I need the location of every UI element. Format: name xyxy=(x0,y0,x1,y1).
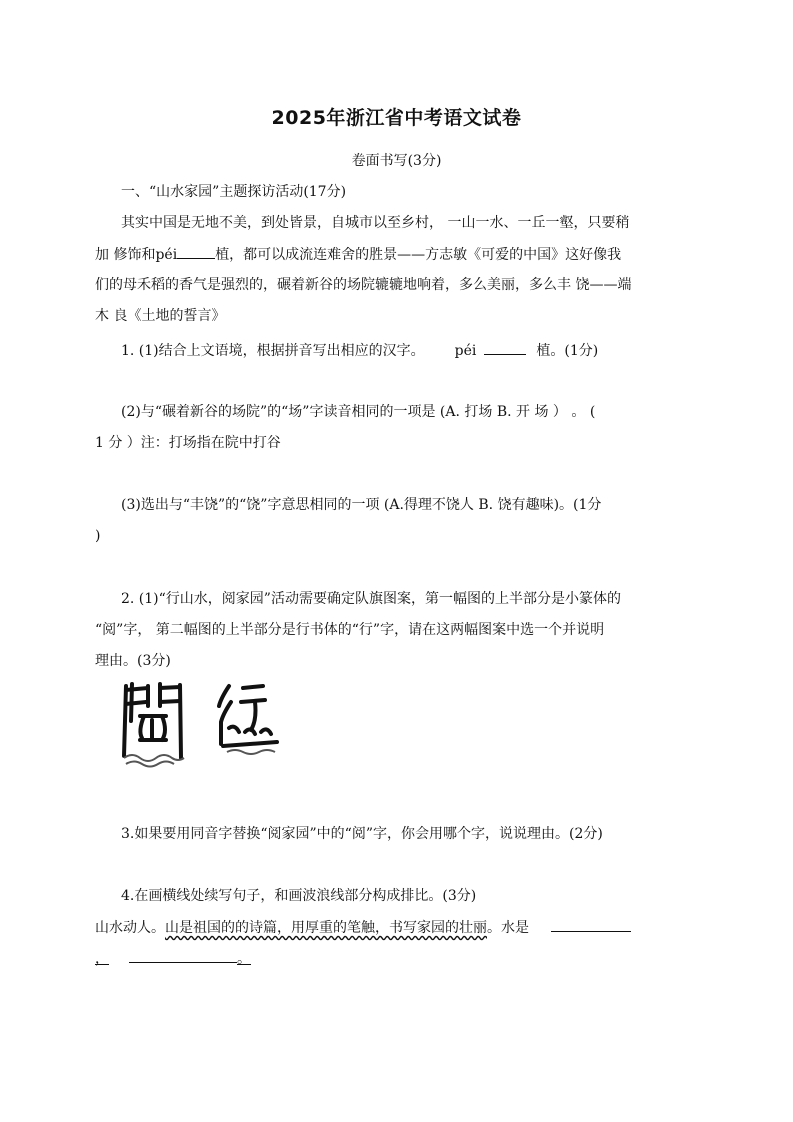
section-heading: 一、“山水家园”主题探访活动(17分) xyxy=(121,184,347,200)
seal-script-yue-glyph xyxy=(118,676,188,771)
q2-line3: 理由。(3分) xyxy=(95,653,171,669)
q1-part2-line2: 1 分 ）注：打场指在院中打谷 xyxy=(95,435,281,451)
q4-line2 xyxy=(95,917,710,938)
q1-part2-line1: (2)与“碾着新谷的场院”的“场”字读音相同的一项是 (A. 打场 B. 开 场 ） 。 ( xyxy=(121,404,596,420)
q1-part3-line2: ) xyxy=(95,528,101,544)
q4-answer-blank-1[interactable] xyxy=(551,917,631,932)
handwriting-score: 卷面书写(3分) xyxy=(351,153,442,169)
q4-intro: 山水动人。 xyxy=(95,920,165,936)
q4-comma: ， xyxy=(95,951,109,967)
q2-line2: “阅”字， 第二幅图的上半部分是行书体的“行”字，请在这两幅图案中选一个并说明 xyxy=(95,622,605,638)
q1-part1 xyxy=(121,340,711,361)
q4-water-start: 。水是 xyxy=(487,920,529,936)
q1-part1-score: 植。(1分) xyxy=(536,343,599,359)
q1-answer-blank[interactable] xyxy=(484,340,526,355)
pei-blank[interactable] xyxy=(177,244,215,259)
passage-line-4: 木 良《土地的誓言》 xyxy=(95,308,226,324)
passage-line-1: 其实中国是无地不美，到处皆景，自城市以至乡村， 一山一水、一丘一壑，只要稍 xyxy=(121,215,630,231)
passage-line-2-end: 植，都可以成流连难舍的胜景——方志敏《可爱的中国》这好像我 xyxy=(215,247,622,263)
q4-line1: 4.在画横线处续写句子，和画波浪线部分构成排比。(3分) xyxy=(121,888,477,904)
passage-line-2-start: 加 修饰和péi xyxy=(95,247,178,263)
q1-part1-prompt: 1. (1)结合上文语境，根据拼音写出相应的汉字。 xyxy=(121,343,425,359)
q4-period: 。 xyxy=(237,951,251,967)
q2-line1: 2. (1)“行山水，阅家园”活动需要确定队旗图案，第一幅图的上半部分是小篆体的 xyxy=(121,591,621,607)
passage-line-3: 们的母禾稻的香气是强烈的，碾着新谷的场院辘辘地响着，多么美丽，多么丰 饶——端 xyxy=(95,277,632,293)
q4-line3 xyxy=(95,948,710,969)
q1-pinyin: péi xyxy=(454,343,477,359)
q4-wavy-sentence: 山是祖国的的诗篇，用厚重的笔触，书写家园的壮丽 xyxy=(165,920,487,936)
q3-text: 3.如果要用同音字替换“阅家园”中的“阅”字，你会用哪个字，说说理由。(2分) xyxy=(121,826,603,842)
running-script-xing-glyph xyxy=(215,676,285,771)
q4-answer-blank-2[interactable] xyxy=(129,948,237,963)
q1-part3-line1: (3)选出与“丰饶”的“饶”字意思相同的一项 (A.得理不饶人 B. 饶有趣味)。(1分 xyxy=(121,497,602,513)
page-title: 2025年浙江省中考语文试卷 xyxy=(271,107,522,129)
passage-line-2 xyxy=(95,244,710,265)
